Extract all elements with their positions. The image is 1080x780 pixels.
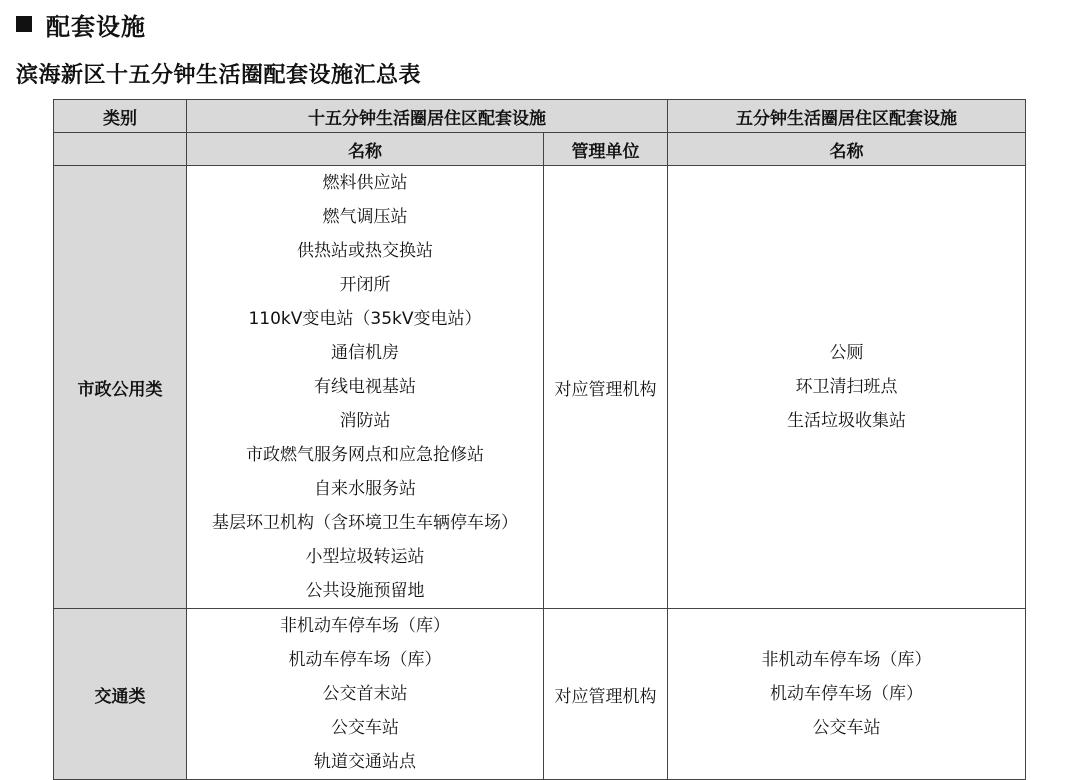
management-cell: 对应管理机构 xyxy=(544,609,668,780)
list-item: 基层环卫机构（含环境卫生车辆停车场） xyxy=(212,513,518,533)
header-management: 管理单位 xyxy=(544,133,668,166)
table-row xyxy=(54,609,1026,780)
list-item: 公交首末站 xyxy=(322,684,408,704)
section-title xyxy=(16,4,146,44)
section-title-text: 配套设施 xyxy=(46,12,146,41)
table-row xyxy=(54,166,1026,609)
list-item: 非机动车停车场（库） xyxy=(761,650,932,670)
five-items-cell xyxy=(668,609,1026,780)
facilities-summary-table xyxy=(53,99,1026,780)
list-item: 公交车站 xyxy=(331,718,399,738)
list-item: 燃气调压站 xyxy=(322,207,408,227)
list-item: 环卫清扫班点 xyxy=(795,377,898,397)
header-name: 名称 xyxy=(187,133,544,166)
management-cell: 对应管理机构 xyxy=(544,166,668,609)
square-bullet-icon xyxy=(16,16,32,32)
header-name-five: 名称 xyxy=(668,133,1026,166)
list-item: 燃料供应站 xyxy=(322,173,408,193)
list-item: 有线电视基站 xyxy=(314,377,416,397)
list-item: 生活垃圾收集站 xyxy=(787,411,906,431)
list-item: 公交车站 xyxy=(812,718,881,738)
list-item: 非机动车停车场（库） xyxy=(280,616,450,636)
category-cell: 市政公用类 xyxy=(54,166,187,609)
list-item: 供热站或热交换站 xyxy=(297,241,433,261)
list-item: 市政燃气服务网点和应急抢修站 xyxy=(246,445,484,465)
list-item: 自来水服务站 xyxy=(314,479,416,499)
header-row-1 xyxy=(54,100,1026,133)
list-item: 公厕 xyxy=(829,343,864,363)
header-row-2 xyxy=(54,133,1026,166)
header-five-min: 五分钟生活圈居住区配套设施 xyxy=(668,100,1026,133)
header-blank xyxy=(54,133,187,166)
list-item: 110kV变电站（35kV变电站） xyxy=(248,309,482,329)
list-item: 通信机房 xyxy=(331,343,399,363)
list-item: 轨道交通站点 xyxy=(314,752,416,772)
five-items-cell xyxy=(668,166,1026,609)
list-item: 机动车停车场（库） xyxy=(288,650,442,670)
list-item: 开闭所 xyxy=(339,275,391,295)
list-item: 小型垃圾转运站 xyxy=(305,547,425,567)
fifteen-items-cell xyxy=(187,166,544,609)
header-fifteen-min: 十五分钟生活圈居住区配套设施 xyxy=(187,100,668,133)
list-item: 公共设施预留地 xyxy=(305,581,425,601)
table-title: 滨海新区十五分钟生活圈配套设施汇总表 xyxy=(16,63,422,88)
category-cell: 交通类 xyxy=(54,609,187,780)
list-item: 机动车停车场（库） xyxy=(770,684,923,704)
header-category: 类别 xyxy=(54,100,187,133)
fifteen-items-cell xyxy=(187,609,544,780)
list-item: 消防站 xyxy=(339,411,391,431)
